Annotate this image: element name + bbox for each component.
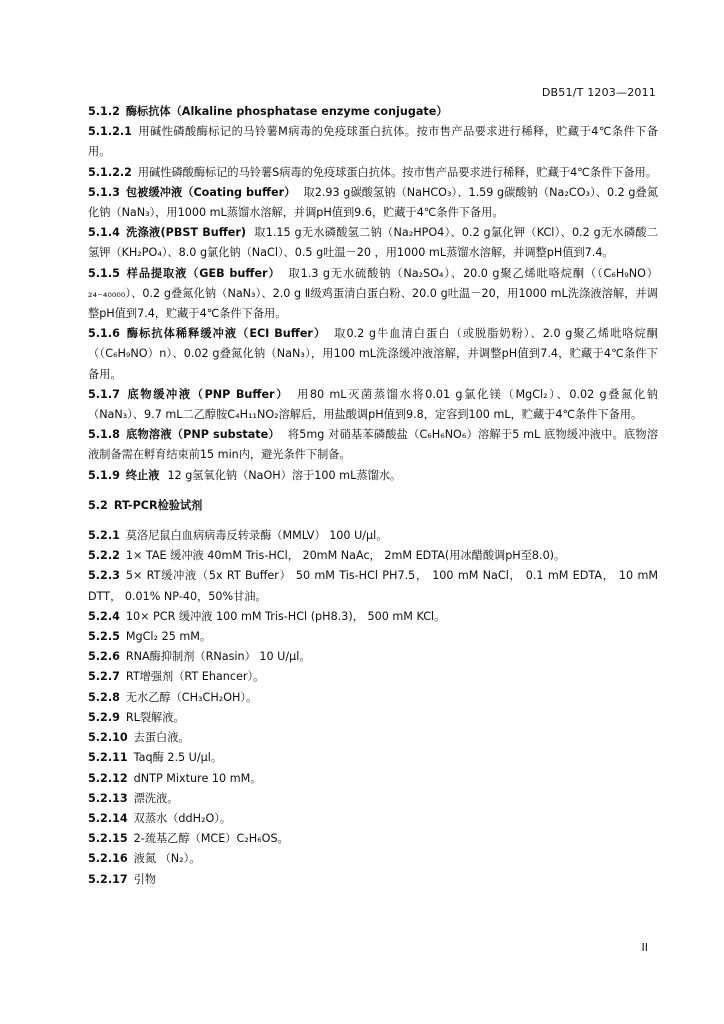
clause-text: 去蛋白液。 xyxy=(133,731,190,745)
clause-5-2-6 xyxy=(88,647,658,667)
section-gap xyxy=(88,516,658,526)
clause-number: 5.1.4 xyxy=(88,226,120,240)
clause-text: MgCl₂ 25 mM。 xyxy=(125,630,212,644)
clause-text: 1× TAE 缓冲液 40mM Tris-HCl， 20mM NaAc， 2mM EDTA(用冰醋酸调pH至8.0)。 xyxy=(125,549,566,563)
clause-5-1-2-2 xyxy=(88,163,658,183)
clause-5-2-16 xyxy=(88,849,658,869)
clause-number: 5.2.3 xyxy=(88,569,120,583)
clause-title: RT-PCR检验试剂 xyxy=(113,498,203,512)
clause-text: 取1.15 g无水磷酸氢二钠（Na₂HPO4）、0.2 g氯化钾（KCl）、0.2 g无水磷酸二氢钾（KH₂PO₄）、8.0 g氯化钠（NaCl）、0.5 g吐温－20 ，用1000 mL蒸馏水溶解，并调整pH值到7.4。 xyxy=(88,226,658,260)
clause-text: 莫洛尼鼠白血病病毒反转录酶（MMLV） 100 U/μl。 xyxy=(125,529,388,543)
clause-text: 漂洗液。 xyxy=(133,791,179,805)
clause-5-1-6 xyxy=(88,324,658,385)
clause-number: 5.2.12 xyxy=(88,771,128,785)
document-body xyxy=(88,102,658,890)
clause-number: 5.2.2 xyxy=(88,549,120,563)
clause-number: 5.1.6 xyxy=(88,327,120,341)
clause-title: 终止液 xyxy=(125,468,160,482)
clause-number: 5.1.8 xyxy=(88,428,120,442)
clause-5-2-17 xyxy=(88,870,658,890)
clause-5-2-13 xyxy=(88,789,658,809)
clause-text: dNTP Mixture 10 mM。 xyxy=(133,771,262,785)
clause-text: 引物 xyxy=(133,872,157,886)
section-gap xyxy=(88,486,658,496)
clause-number: 5.2.9 xyxy=(88,710,120,724)
clause-5-1-7 xyxy=(88,385,658,425)
clause-number: 5.2.15 xyxy=(88,832,128,846)
clause-5-2-3 xyxy=(88,566,658,606)
clause-title: 底物溶液（PNP substate） xyxy=(125,428,280,442)
clause-text: 双蒸水（ddH₂O）。 xyxy=(133,811,232,825)
clause-5-2-12 xyxy=(88,769,658,789)
clause-number: 5.1.2 xyxy=(88,105,120,118)
clause-5-2-4 xyxy=(88,607,658,627)
clause-text: 2-巯基乙醇（MCE）C₂H₆OS。 xyxy=(133,832,289,846)
clause-5-2-9 xyxy=(88,708,658,728)
clause-text: 无水乙醇（CH₃CH₂OH）。 xyxy=(125,690,258,704)
clause-title: 酶标抗体稀释缓冲液（ECI Buffer） xyxy=(125,327,327,341)
clause-text: RT增强剂（RT Ehancer）。 xyxy=(125,670,265,684)
clause-number: 5.2.5 xyxy=(88,630,120,644)
standard-code: DB51/T 1203—2011 xyxy=(541,86,656,99)
clause-title: 底物缓冲液（PNP Buffer） xyxy=(125,387,290,401)
clause-number: 5.2.11 xyxy=(88,751,128,765)
clause-number: 5.1.3 xyxy=(88,185,120,199)
clause-title: 包被缓冲液（Coating buffer） xyxy=(125,185,296,199)
clause-number: 5.2.6 xyxy=(88,650,120,664)
clause-text: 用碱性磷酸酶标记的马铃薯M病毒的免疫球蛋白抗体。按市售产品要求进行稀释，贮藏于4℃条件下备用。 xyxy=(88,125,658,159)
clause-5-1-2 xyxy=(88,102,658,122)
clause-5-1-2-1 xyxy=(88,122,658,162)
clause-text: Taq酶 2.5 U/μl。 xyxy=(133,751,223,765)
clause-text: 用碱性磷酸酶标记的马铃薯S病毒的免疫球蛋白抗体。按市售产品要求进行稀释，贮藏于4℃条件下备用。 xyxy=(137,165,657,179)
page-number: II xyxy=(641,941,648,954)
clause-number: 5.1.2.2 xyxy=(88,165,132,179)
clause-text: RNA酶抑制剂（RNasin） 10 U/μl。 xyxy=(125,650,311,664)
clause-number: 5.2.1 xyxy=(88,529,120,543)
clause-number: 5.2 xyxy=(88,498,108,512)
clause-text: 取2.93 g碳酸氢钠（NaHCO₃）、1.59 g碳酸钠（Na₂CO₃）、0.2 g叠氮化钠（NaN₃），用1000 mL蒸馏水溶解，并调pH值到9.6，贮藏于4℃条件下备用。 xyxy=(88,185,659,220)
clause-text: 液氮 （N₂）。 xyxy=(133,852,201,866)
clause-number: 5.2.17 xyxy=(88,872,128,886)
clause-number: 5.1.9 xyxy=(88,468,120,482)
clause-text: 10× PCR 缓冲液 100 mM Tris-HCl (pH8.3)， 500 mM KCl。 xyxy=(125,609,446,623)
clause-title: 洗涤液(PBST Buffer) xyxy=(125,226,246,240)
clause-text: 将5mg 对硝基苯磷酸盐（C₆H₆NO₆）溶解于5 mL 底物缓冲液中。底物溶液制备需在孵育结束前15 min内，避光条件下制备。 xyxy=(88,428,659,462)
clause-number: 5.2.13 xyxy=(88,791,128,805)
clause-5-2-2 xyxy=(88,546,658,566)
clause-number: 5.1.2.1 xyxy=(88,125,132,139)
clause-text: 12 g氢氧化钠（NaOH）溶于100 mL蒸馏水。 xyxy=(167,468,402,482)
clause-5-2-15 xyxy=(88,829,658,849)
clause-5-2-14 xyxy=(88,809,658,829)
clause-title: 酶标抗体（Alkaline phosphatase enzyme conjugate） xyxy=(125,105,448,118)
clause-text: 用80 mL灭菌蒸馏水将0.01 g氯化镁（MgCl₂）、0.02 g叠氮化钠（NaN₃）、9.7 mL二乙醇胺C₄H₁₁NO₂溶解后，用盐酸调pH值到9.8，定容到100 mL，贮藏于4℃条件下备用。 xyxy=(88,387,658,422)
clause-5-2-11 xyxy=(88,748,658,768)
clause-5-1-9 xyxy=(88,466,658,486)
clause-number: 5.2.7 xyxy=(88,670,120,684)
clause-number: 5.2.4 xyxy=(88,609,120,623)
clause-5-1-8 xyxy=(88,425,658,465)
clause-number: 5.2.16 xyxy=(88,852,128,866)
clause-5-1-3 xyxy=(88,183,658,223)
clause-number: 5.1.5 xyxy=(88,266,120,280)
clause-number: 5.2.8 xyxy=(88,690,120,704)
clause-text: RL裂解液。 xyxy=(125,710,185,724)
clause-5-2-1 xyxy=(88,526,658,546)
clause-5-2-10 xyxy=(88,728,658,748)
clause-text: 5× RT缓冲液（5x RT Buffer） 50 mM Tis-HCl PH7.5， 100 mM NaCl， 0.1 mM EDTA， 10 mM DTT， 0.01% NP-40，50%甘油。 xyxy=(88,569,658,603)
clause-text: 取0.2 g牛血清白蛋白（或脱脂奶粉）、2.0 g聚乙烯吡咯烷酮（（C₆H₉NO）n）、0.02 g叠氮化钠（NaN₃），用100 mL洗涤缓冲液溶解，并调整pH值到7.4，贮藏于4℃条件下备用。 xyxy=(88,327,658,381)
clause-title: 样品提取液（GEB buffer） xyxy=(125,266,281,280)
clause-5-1-4 xyxy=(88,223,658,263)
clause-5-2-5 xyxy=(88,627,658,647)
clause-5-2-7 xyxy=(88,667,658,687)
clause-number: 5.2.10 xyxy=(88,731,128,745)
clause-5-2-8 xyxy=(88,688,658,708)
clause-number: 5.1.7 xyxy=(88,387,120,401)
clause-5-2 xyxy=(88,496,658,516)
clause-5-1-5 xyxy=(88,264,658,325)
clause-number: 5.2.14 xyxy=(88,811,128,825)
clause-text: 取1.3 g无水硫酸钠（Na₂SO₄）、20.0 g聚乙烯吡咯烷酮（（C₆H₉NO）₂₄₋₄₀₀₀₀）、0.2 g叠氮化钠（NaN₃）、2.0 g Ⅱ级鸡蛋清白蛋白粉、20.0 g吐温－20，用1000 mL洗涤液溶解，并调整pH值到7.4，贮藏于4℃条件下备用。 xyxy=(88,266,658,321)
